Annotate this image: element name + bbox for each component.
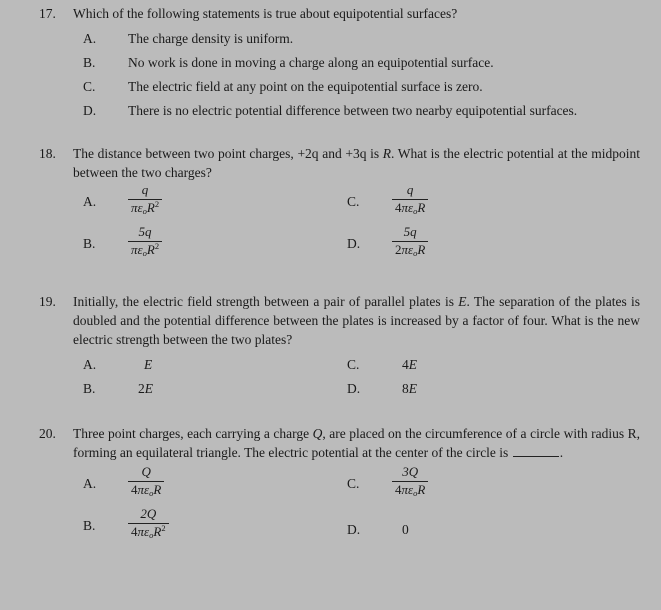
answer-blank <box>513 445 559 457</box>
question-20-stem-variable: Q <box>312 426 323 441</box>
option-20-b[interactable] <box>83 506 169 549</box>
fraction-denominator: $4\pi\varepsilon_oR$ <box>392 481 428 498</box>
question-19-stem-part1: Initially, the electric field strength between a pair of parallel plates is <box>73 294 459 309</box>
option-20-b-label: B. <box>83 518 96 533</box>
option-18-d-value <box>392 224 428 267</box>
option-18-d-label: D. <box>347 236 361 251</box>
option-17-b[interactable] <box>83 53 643 72</box>
option-18-c[interactable] <box>347 182 428 225</box>
fraction: $\frac{2Q}{4\pi\varepsilon_oR^2}$ <box>128 507 169 540</box>
option-18-b-label: B. <box>83 236 96 251</box>
fraction: $\frac{5q}{2\pi\varepsilon_oR}$ <box>392 225 428 258</box>
question-18-stem <box>73 144 661 182</box>
question-17-head <box>0 4 661 23</box>
fraction-denominator: $\pi\varepsilon_oR^2$ <box>128 241 162 258</box>
option-17-d[interactable] <box>83 101 643 120</box>
option-19-b-value: 2E <box>138 381 153 396</box>
option-20-d[interactable] <box>347 520 409 539</box>
question-17-stem: Which of the following statements is true about equipotential surfaces? <box>73 6 458 21</box>
question-17-options <box>0 29 661 125</box>
option-17-b-label: B. <box>83 55 96 70</box>
option-17-a-text: The charge density is uniform. <box>128 31 294 46</box>
option-17-a-label: A. <box>83 31 97 46</box>
option-19-d[interactable] <box>347 379 417 398</box>
question-17-number: 17. <box>39 6 56 21</box>
option-18-a-label: A. <box>83 194 97 209</box>
option-20-d-label: D. <box>347 522 361 537</box>
question-20-stem-tail: . <box>559 445 564 460</box>
question-18-options <box>0 182 661 268</box>
option-17-d-text: There is no electric potential difference between two nearby equipotential surfaces. <box>128 103 578 118</box>
fraction-denominator: $4\pi\varepsilon_oR$ <box>128 481 164 498</box>
option-17-a[interactable] <box>83 29 643 48</box>
question-20-stem-part2: , are placed on the circumference of a circle with radius R, forming an equilateral triangle. The electric potential at the center of the circle is <box>73 426 640 460</box>
option-17-c-label: C. <box>83 79 96 94</box>
question-20-stem-part1: Three point charges, each carrying a charge <box>73 426 313 441</box>
question-20 <box>0 424 661 550</box>
fraction: $\frac{3Q}{4\pi\varepsilon_oR}$ <box>392 465 428 498</box>
question-18 <box>0 144 661 268</box>
option-20-d-value: 0 <box>402 522 409 537</box>
fraction-denominator: $4\pi\varepsilon_oR$ <box>392 199 428 216</box>
option-18-a-value <box>128 182 162 225</box>
question-19 <box>0 292 661 405</box>
fraction: $\frac{5q}{\pi\varepsilon_oR^2}$ <box>128 225 162 258</box>
option-19-c-label: C. <box>347 357 360 372</box>
question-20-number: 20. <box>39 426 56 441</box>
option-19-a-value: E <box>144 357 153 372</box>
option-17-c[interactable] <box>83 77 643 96</box>
question-20-stem <box>73 424 661 462</box>
question-18-number: 18. <box>39 146 56 161</box>
option-18-c-label: C. <box>347 194 360 209</box>
option-18-d[interactable] <box>347 224 428 267</box>
option-18-b-value <box>128 224 162 267</box>
option-20-c-value <box>392 464 428 507</box>
question-20-head <box>0 424 661 462</box>
option-19-b-label: B. <box>83 381 96 396</box>
question-19-head <box>0 292 661 349</box>
option-17-c-text: The electric field at any point on the equipotential surface is zero. <box>128 79 483 94</box>
option-20-a-label: A. <box>83 476 97 491</box>
question-17 <box>0 4 661 125</box>
fraction-denominator: $\pi\varepsilon_oR^2$ <box>128 199 162 216</box>
question-19-stem-variable: E <box>458 294 467 309</box>
question-19-number: 19. <box>39 294 56 309</box>
option-20-c-label: C. <box>347 476 360 491</box>
option-20-a[interactable] <box>83 464 164 507</box>
question-19-options <box>0 355 661 405</box>
option-19-c-value: 4E <box>402 357 417 372</box>
question-18-stem-variable: R <box>382 146 392 161</box>
question-19-stem-part2: . The separation of the plates is doubled and the potential difference between the plates is increased by a factor of four. What is the new electric strength between the two plates? <box>73 294 640 347</box>
option-18-b[interactable] <box>83 224 162 267</box>
option-20-a-value <box>128 464 164 507</box>
option-18-a[interactable] <box>83 182 162 225</box>
question-19-stem <box>73 292 661 349</box>
option-20-c[interactable] <box>347 464 428 507</box>
question-18-stem-part1: The distance between two point charges, +2q and +3q is <box>73 146 383 161</box>
question-20-options <box>0 464 661 550</box>
fraction-denominator: $2\pi\varepsilon_oR$ <box>392 241 428 258</box>
fraction: $\frac{q}{\pi\varepsilon_oR^2}$ <box>128 183 162 216</box>
option-17-d-label: D. <box>83 103 97 118</box>
option-17-b-text: No work is done in moving a charge along an equipotential surface. <box>128 55 494 70</box>
option-18-c-value <box>392 182 428 225</box>
fraction-denominator: $4\pi\varepsilon_oR^2$ <box>128 523 169 540</box>
option-19-d-value: 8E <box>402 381 417 396</box>
fraction: $\frac{Q}{4\pi\varepsilon_oR}$ <box>128 465 164 498</box>
question-18-stem-part2: . What is the electric potential at the midpoint between the two charges? <box>73 146 640 180</box>
question-18-head <box>0 144 661 182</box>
option-19-a-label: A. <box>83 357 97 372</box>
option-19-b[interactable] <box>83 379 153 398</box>
fraction: $\frac{q}{4\pi\varepsilon_oR}$ <box>392 183 428 216</box>
option-20-b-value <box>128 506 169 549</box>
option-19-c[interactable] <box>347 355 417 374</box>
option-19-a[interactable] <box>83 355 152 374</box>
option-19-d-label: D. <box>347 381 361 396</box>
